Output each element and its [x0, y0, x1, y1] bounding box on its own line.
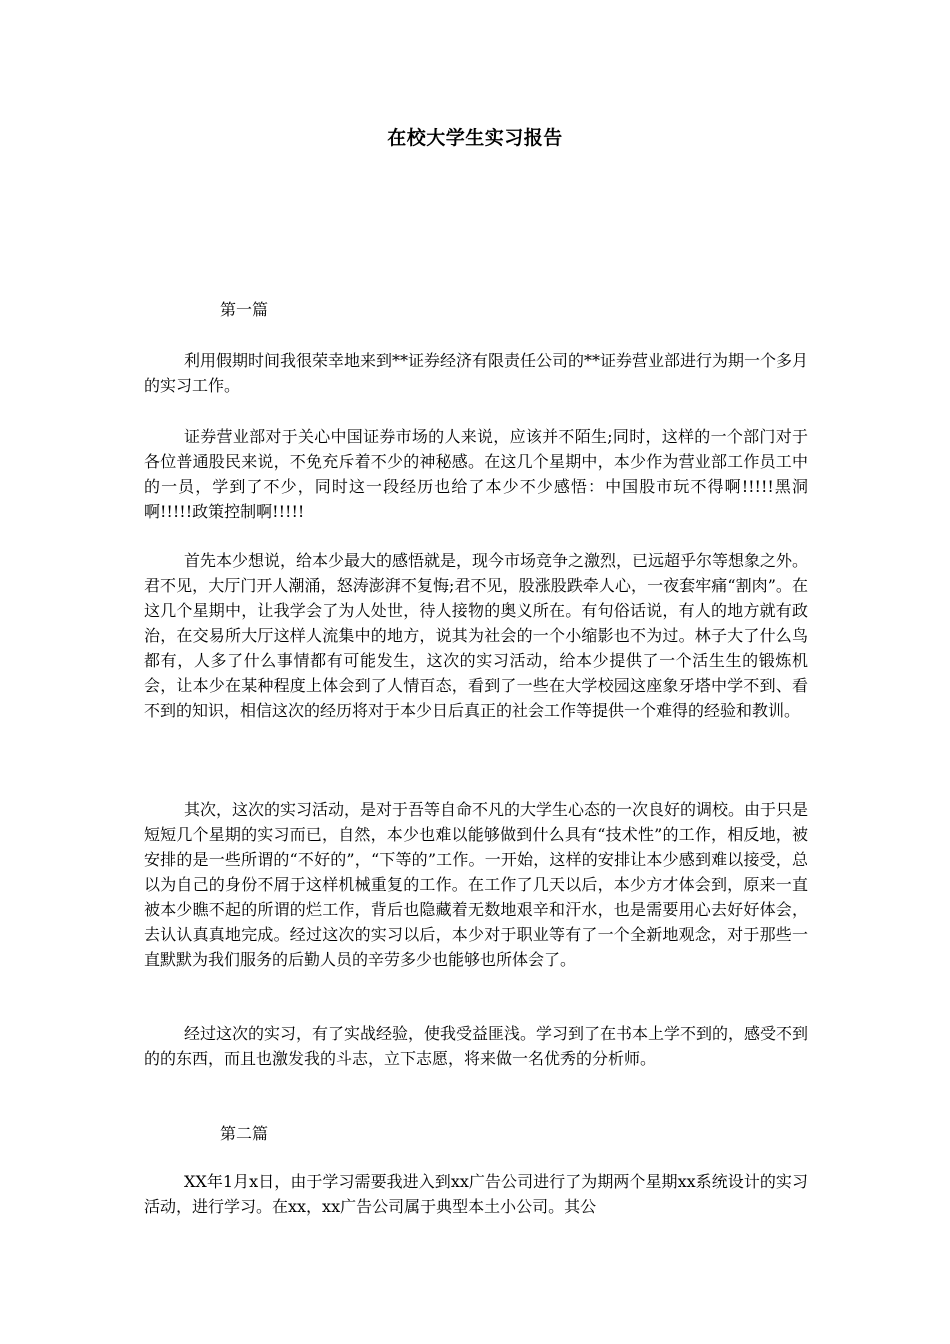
paragraph: 证券营业部对于关心中国证券市场的人来说，应该并不陌生;同时，这样的一个部门对于各位普通股民来说，不免充斥着不少的神秘感。在这几个星期中，本少作为营业部工作员工中的一员，学到了不少，同时这一段经历也给了本少不少感悟：中国股市玩不得啊!!!!!黑洞啊!!!!!政策控制啊!!!!! [144, 427, 808, 521]
paragraph: 其次，这次的实习活动，是对于吾等自命不凡的大学生心态的一次良好的调校。由于只是短短几个星期的实习而已，自然，本少也难以能够做到什么具有“技术性”的工作，相反地，被安排的是一些所谓的“不好的”，“下等的”工作。一开始，这样的安排让本少感到难以接受，总以为自己的身份不屑于这样机械重复的工作。在工作了几天以后，本少方才体会到，原来一直被本少瞧不起的所谓的烂工作，背后也隐藏着无数地艰辛和汗水，也是需要用心去好好体会，去认认真真地完成。经过这次的实习以后，本少对于职业等有了一个全新地观念，对于那些一直默默为我们服务的后勤人员的辛劳多少也能够也所体会了。 [144, 800, 809, 969]
paragraph: 经过这次的实习，有了实战经验，使我受益匪浅。学习到了在书本上学不到的，感受不到的的东西，而且也激发我的斗志，立下志愿，将来做一名优秀的分析师。 [144, 1024, 809, 1068]
paragraph: 利用假期时间我很荣幸地来到**证券经济有限责任公司的**证券营业部进行为期一个多月的实习工作。 [144, 351, 809, 395]
section-heading-1: 第一篇 [220, 300, 269, 319]
document-title: 在校大学生实习报告 [387, 127, 563, 149]
paragraph: XX年1月x日，由于学习需要我进入到xx广告公司进行了为期两个星期xx系统设计的实习活动，进行学习。在xx，xx广告公司属于典型本土小公司。其公 [144, 1172, 808, 1216]
section-heading-2: 第二篇 [220, 1124, 269, 1143]
paragraph: 首先本少想说，给本少最大的感悟就是，现今市场竞争之激烈，已远超乎尔等想象之外。君不见，大厅门开人潮涌，怒涛澎湃不复悔;君不见，股涨股跌牵人心，一夜套牢痛“割肉”。在这几个星期中，让我学会了为人处世，待人接物的奥义所在。有句俗话说，有人的地方就有政治，在交易所大厅这样人流集中的地方，说其为社会的一个小缩影也不为过。林子大了什么鸟都有，人多了什么事情都有可能发生，这次的实习活动，给本少提供了一个活生生的锻炼机会，让本少在某种程度上体会到了人情百态，看到了一些在大学校园这座象牙塔中学不到、看不到的知识，相信这次的经历将对于本少日后真正的社会工作等提供一个难得的经验和教训。 [144, 551, 809, 720]
